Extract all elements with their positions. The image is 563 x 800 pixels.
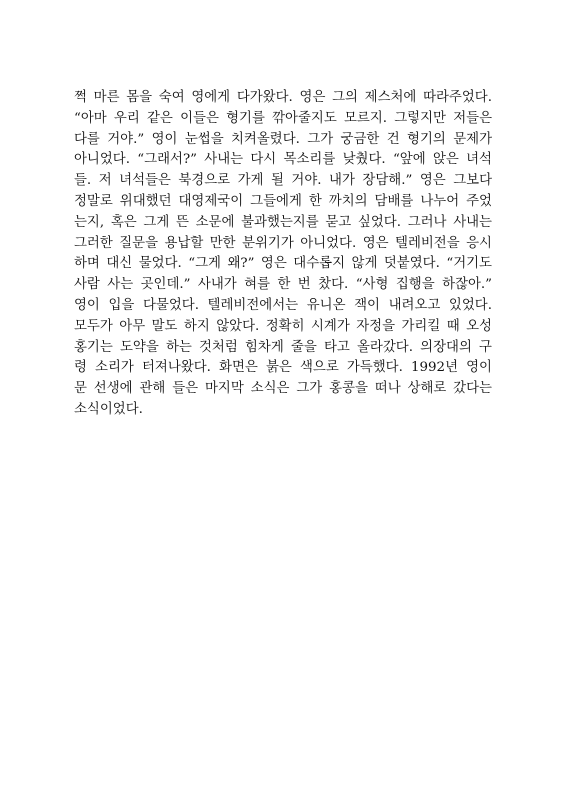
text-line: 그러한 질문을 용납할 만한 분위기가 아니었다. 영은 텔레비전을 응시 bbox=[74, 235, 492, 251]
text-line: “아마 우리 같은 이들은 형기를 깎아줄지도 모르지. 그렇지만 저들은 bbox=[74, 110, 492, 126]
text-line: 사람 사는 곳인데.” 사내가 혀를 한 번 찼다. “사형 집행을 하잖아.” bbox=[74, 277, 492, 293]
text-line: 쩍 마른 몸을 숙여 영에게 다가왔다. 영은 그의 제스처에 따라주었다. bbox=[74, 90, 492, 105]
text-line: 아니었다. “그래서?” 사내는 다시 목소리를 낮췄다. “앞에 앉은 녀석 bbox=[74, 152, 492, 168]
text-line: 문 선생에 관해 들은 마지막 소식은 그가 홍콩을 떠나 상해로 갔다는 bbox=[74, 381, 492, 397]
text-line: 모두가 아무 말도 하지 않았다. 정확히 시계가 자정을 가리킬 때 오성 bbox=[74, 318, 492, 334]
text-line: 홍기는 도약을 하는 것처럼 힘차게 줄을 타고 올라갔다. 의장대의 구 bbox=[74, 339, 492, 355]
text-line: 령 소리가 터져나왔다. 화면은 붉은 색으로 가득했다. 1992년 영이 bbox=[74, 360, 492, 376]
text-line: 들. 저 녀석들은 북경으로 가게 될 거야. 내가 장담해.” 영은 그보다 bbox=[74, 173, 492, 189]
text-line: 영이 입을 다물었다. 텔레비전에서는 유니온 잭이 내려오고 있었다. bbox=[74, 297, 492, 313]
text-line: 는지, 혹은 그게 뜬 소문에 불과했는지를 묻고 싶었다. 그러나 사내는 bbox=[74, 214, 492, 230]
text-line: 다를 거야.” 영이 눈썹을 치켜올렸다. 그가 궁금한 건 형기의 문제가 bbox=[74, 131, 492, 147]
body-paragraph bbox=[74, 88, 492, 421]
text-line: 소식이었다. bbox=[74, 401, 143, 417]
text-line: 정말로 위대했던 대영제국이 그들에게 한 까치의 담배를 나누어 주었 bbox=[74, 193, 492, 209]
text-line: 하며 대신 물었다. “그게 왜?” 영은 대수롭지 않게 덧붙였다. “거기도 bbox=[74, 256, 492, 272]
